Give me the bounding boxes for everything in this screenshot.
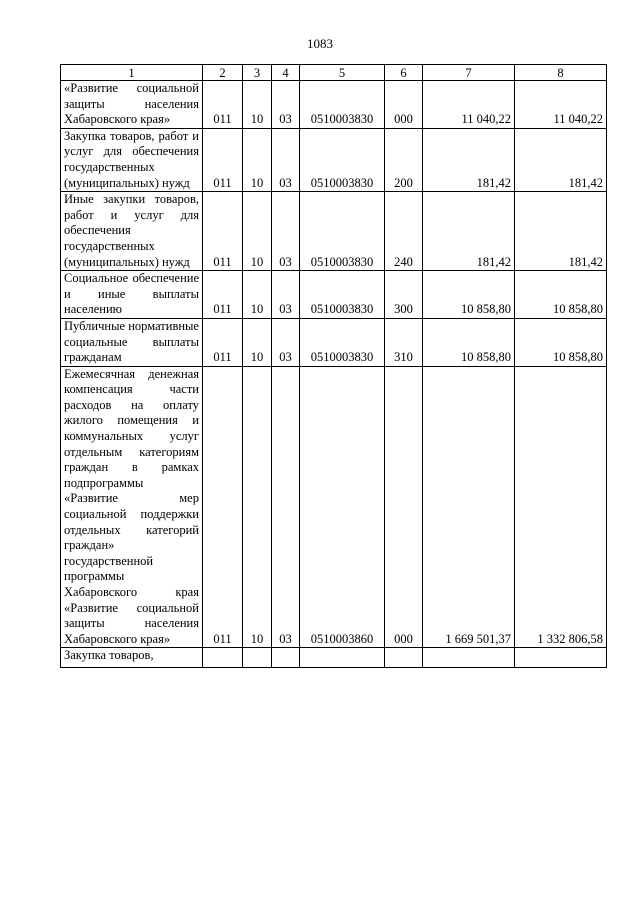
column-header-3: 3 xyxy=(243,65,272,81)
cell-col7: 181,42 xyxy=(423,192,515,271)
cell-col6: 200 xyxy=(385,128,423,191)
cell-col2: 011 xyxy=(203,81,243,129)
cell-col6: 000 xyxy=(385,366,423,648)
cell-col3 xyxy=(243,648,272,668)
cell-col3: 10 xyxy=(243,271,272,319)
cell-col5 xyxy=(300,648,385,668)
cell-col7: 10 858,80 xyxy=(423,318,515,366)
row-name: Ежемесячная денежная компенсация части расходов на оплату жилого помещения и коммунальных услуг отдельным категориям граждан в рамках подпрограммы «Развитие мер социальной поддержки отдельных категорий граждан» государственной программы Хабаровского края «Развитие социальной защиты населения Хабаровского края» xyxy=(61,366,203,648)
row-name: Закупка товаров, xyxy=(61,648,203,668)
table-row xyxy=(61,366,607,648)
cell-col8: 10 858,80 xyxy=(515,318,607,366)
cell-col2 xyxy=(203,648,243,668)
cell-col8: 10 858,80 xyxy=(515,271,607,319)
cell-col7: 10 858,80 xyxy=(423,271,515,319)
row-name: Закупка товаров, работ и услуг для обеспечения государственных (муниципальных) нужд xyxy=(61,128,203,191)
cell-col5: 0510003830 xyxy=(300,128,385,191)
table-row xyxy=(61,318,607,366)
cell-col5: 0510003860 xyxy=(300,366,385,648)
cell-col4: 03 xyxy=(272,81,300,129)
cell-col7: 181,42 xyxy=(423,128,515,191)
cell-col8 xyxy=(515,648,607,668)
cell-col7: 1 669 501,37 xyxy=(423,366,515,648)
cell-col8: 1 332 806,58 xyxy=(515,366,607,648)
cell-col2: 011 xyxy=(203,192,243,271)
cell-col5: 0510003830 xyxy=(300,192,385,271)
cell-col4: 03 xyxy=(272,366,300,648)
column-header-2: 2 xyxy=(203,65,243,81)
column-header-5: 5 xyxy=(300,65,385,81)
cell-col7 xyxy=(423,648,515,668)
row-name: Публичные нормативные социальные выплаты гражданам xyxy=(61,318,203,366)
budget-table xyxy=(60,64,607,668)
cell-col2: 011 xyxy=(203,271,243,319)
cell-col6: 240 xyxy=(385,192,423,271)
cell-col2: 011 xyxy=(203,366,243,648)
table-header-row xyxy=(61,65,607,81)
table-row xyxy=(61,81,607,129)
column-header-7: 7 xyxy=(423,65,515,81)
column-header-4: 4 xyxy=(272,65,300,81)
cell-col4: 03 xyxy=(272,128,300,191)
cell-col3: 10 xyxy=(243,81,272,129)
cell-col4 xyxy=(272,648,300,668)
cell-col6: 000 xyxy=(385,81,423,129)
cell-col3: 10 xyxy=(243,318,272,366)
column-header-6: 6 xyxy=(385,65,423,81)
cell-col5: 0510003830 xyxy=(300,318,385,366)
table-row xyxy=(61,192,607,271)
table-row xyxy=(61,271,607,319)
cell-col6: 310 xyxy=(385,318,423,366)
cell-col8: 181,42 xyxy=(515,128,607,191)
cell-col5: 0510003830 xyxy=(300,271,385,319)
cell-col4: 03 xyxy=(272,192,300,271)
column-header-8: 8 xyxy=(515,65,607,81)
row-name: «Развитие социальной защиты населения Хабаровского края» xyxy=(61,81,203,129)
table-row xyxy=(61,128,607,191)
cell-col2: 011 xyxy=(203,128,243,191)
cell-col6 xyxy=(385,648,423,668)
row-name: Социальное обеспечение и иные выплаты населению xyxy=(61,271,203,319)
cell-col5: 0510003830 xyxy=(300,81,385,129)
cell-col4: 03 xyxy=(272,271,300,319)
cell-col6: 300 xyxy=(385,271,423,319)
cell-col3: 10 xyxy=(243,366,272,648)
cell-col3: 10 xyxy=(243,128,272,191)
cell-col8: 181,42 xyxy=(515,192,607,271)
row-name: Иные закупки товаров, работ и услуг для обеспечения государственных (муниципальных) нужд xyxy=(61,192,203,271)
cell-col7: 11 040,22 xyxy=(423,81,515,129)
table-row xyxy=(61,648,607,668)
cell-col8: 11 040,22 xyxy=(515,81,607,129)
column-header-1: 1 xyxy=(61,65,203,81)
page-number: 1083 xyxy=(307,36,333,51)
cell-col3: 10 xyxy=(243,192,272,271)
cell-col4: 03 xyxy=(272,318,300,366)
cell-col2: 011 xyxy=(203,318,243,366)
